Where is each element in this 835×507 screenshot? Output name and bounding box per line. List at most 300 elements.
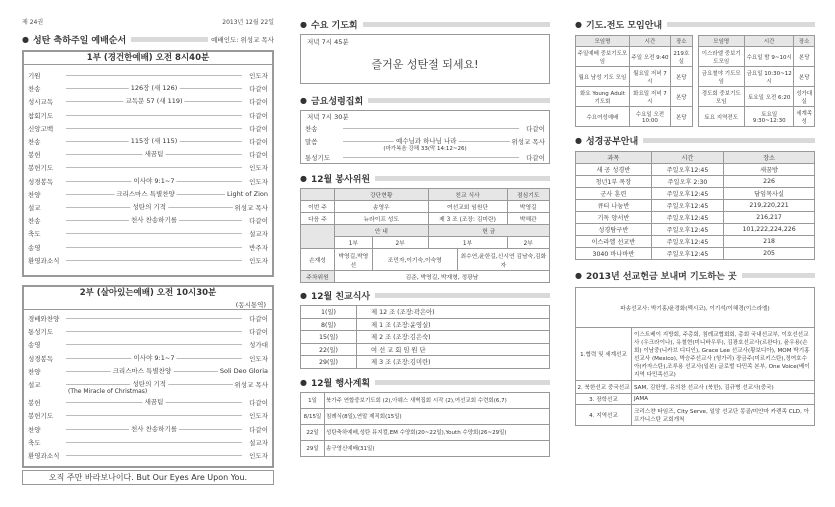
service-cell: 1부	[335, 237, 373, 249]
order-detail: 새꿈팀	[144, 150, 164, 159]
sermon-english: (The Miracle of Christmas)	[68, 388, 148, 396]
prayer-cell: 본당	[794, 47, 815, 67]
order-row	[24, 175, 272, 188]
order-item: 성경봉독	[28, 354, 54, 363]
order-row	[24, 436, 272, 449]
order-leader: 다같이	[249, 328, 268, 337]
service-cell: 2부	[372, 237, 428, 249]
order-detail: 교독문 57 (새 119)	[125, 97, 183, 106]
order-row	[24, 82, 272, 95]
fri-list	[301, 122, 549, 164]
order-row	[24, 122, 272, 135]
order-row	[24, 188, 272, 201]
order-detail-line	[66, 415, 242, 416]
service-header-prayer: 점심기도	[507, 189, 549, 201]
prayer-cell: 본당	[671, 107, 692, 127]
order-row	[24, 135, 272, 148]
order-row	[24, 227, 272, 240]
order-leader: 인도자	[249, 72, 268, 81]
bible-cell: 218	[724, 236, 815, 248]
wed-box	[300, 34, 550, 84]
meal-date: 15(일)	[301, 331, 357, 344]
service-heading	[300, 172, 550, 185]
mission-category: 1.협력 및 세계선교	[576, 328, 632, 381]
wed-time: 저녁 7시 45분	[307, 38, 349, 46]
fri-reference: (마가복음 강해 33(막 14:12~26)	[383, 146, 467, 152]
service-cell: 주차위원	[301, 271, 335, 283]
order-leader: 다같이	[249, 151, 268, 160]
order-leader: 다같이	[249, 111, 268, 120]
bible-cell: 성경탐구반	[576, 224, 652, 236]
order-item: 찬송	[28, 217, 41, 226]
order-detail-line	[66, 380, 233, 389]
meal-group: 제 3 조 (조장:김미란)	[357, 356, 550, 369]
bible-cell: 새꿈방	[724, 164, 815, 176]
service-header-usher: 안 내	[335, 225, 429, 237]
order-leader: 설교자	[249, 438, 268, 447]
order-detail-line	[66, 75, 242, 76]
order-item: 봉헌기도	[28, 164, 54, 173]
bible-cell: 주일오후12:45	[651, 212, 723, 224]
order-row	[24, 148, 272, 161]
mission-missionaries: 파송선교사: 박기홍/윤경화(멕시코), 이기석/이혜경(이스라엘)	[576, 288, 815, 328]
order-detail: 126장 (새 126)	[130, 84, 178, 93]
order-row	[24, 240, 272, 253]
event-date: 1일	[301, 392, 325, 408]
heading-bar	[375, 380, 550, 385]
mission-detail: 크리스챤 타임즈, City Serve, 일앙 선교단 몽골/미얀마 카렌족 CLD, 아프가니스탄 교회개척	[632, 405, 815, 426]
fri-leader: 다같이	[526, 154, 545, 162]
prayer-cell: 수요일 오전 10:00	[629, 107, 670, 127]
meal-group: 제 2 조 (조장:김은숙)	[357, 331, 550, 344]
order-item: 환영과소식	[28, 451, 60, 460]
order-row	[24, 352, 272, 365]
service-cell	[301, 225, 335, 249]
order-row	[24, 254, 272, 267]
order-item: 통성기도	[28, 328, 54, 337]
prayer-header: 모임명	[576, 36, 630, 47]
order-leader: Light of Zion	[227, 190, 268, 199]
fri-line	[343, 128, 519, 129]
footer-motto: 오직 주만 바라보나이다. But Our Eyes Are Upon You.	[22, 470, 274, 485]
order-item: 봉헌	[28, 151, 41, 160]
order-detail: 천사 찬송하기를	[130, 216, 178, 225]
service-cell: 1부	[428, 237, 507, 249]
order-detail-line	[66, 203, 233, 212]
order-detail: 이사야 9:1~7	[133, 353, 175, 362]
order-leader: 다같이	[249, 399, 268, 408]
bible-cell: 청년1부 목장	[576, 176, 652, 188]
order-detail-line	[66, 398, 242, 407]
fri-line	[343, 137, 510, 146]
bible-cell: 이스라엘 선교반	[576, 236, 652, 248]
prayer-header: 장소	[794, 36, 815, 47]
service-header-blank	[301, 189, 335, 201]
order-item: 송영	[28, 243, 41, 252]
prayer-cell: 이스라엘 중보기도모임	[698, 47, 744, 67]
service-table	[300, 188, 550, 283]
order-leader: 다같이	[249, 217, 268, 226]
service2-title: 2부 (살아있는예배) 오전 10시30분	[79, 288, 217, 298]
prayer-cell: 주일 오전 9:40	[629, 47, 670, 67]
events-title: 12월 행사계획	[310, 378, 371, 389]
fri-item: 말씀	[305, 138, 318, 146]
mission-detail: SAM, 김한영, 유의찬 선교사 (북한), 김규병 선교사(중국)	[632, 381, 815, 394]
bible-cell: 기독 양서반	[576, 212, 652, 224]
bible-header: 과목	[576, 152, 652, 164]
service-cell: 이번 주	[301, 201, 335, 213]
fri-line	[343, 157, 519, 158]
order-item: 신앙고백	[28, 124, 54, 133]
order-heading	[22, 33, 274, 46]
service-cell: 제 3 조 (조장: 김미란)	[428, 213, 507, 225]
order-leader: 성가대	[249, 341, 268, 350]
order-leader: 다같이	[249, 85, 268, 94]
order-leader: 다같이	[249, 138, 268, 147]
bible-cell: 군사 훈련	[576, 188, 652, 200]
bible-cell: 226	[724, 176, 815, 188]
meal-date: 22(일)	[301, 343, 357, 356]
service-cell: 다음 주	[301, 213, 335, 225]
heading-bar	[375, 176, 550, 181]
issue-number: 제 24권	[22, 19, 44, 26]
order-leader: 인도자	[249, 412, 268, 421]
bible-cell: 216,217	[724, 212, 815, 224]
prayer-cell: 토요 지역전도	[698, 107, 744, 127]
prayer-header: 모임명	[698, 36, 744, 47]
fri-heading	[300, 94, 550, 107]
order-detail-line	[66, 84, 242, 93]
order-leader: 인도자	[249, 164, 268, 173]
wed-title: 수요 기도회	[310, 21, 358, 31]
prayer-cell: 화요 Young Adult 기도회	[576, 87, 630, 107]
order-row	[24, 201, 272, 214]
order-item: 성경봉독	[28, 177, 54, 186]
service-cell: 송영우	[335, 201, 429, 213]
bullet-icon: ●	[300, 96, 307, 105]
fri-title: 금요성령집회	[310, 97, 364, 107]
prayer-cell: 본당	[794, 67, 815, 87]
bible-header: 시간	[651, 152, 723, 164]
events-table	[300, 392, 550, 457]
prayer-cell: 수요일 밤 9~10시	[744, 47, 793, 67]
bible-cell: 주일오후12:45	[651, 188, 723, 200]
event-date: 8/15일	[301, 408, 325, 424]
bullet-icon: ●	[575, 136, 582, 145]
order-detail-line	[66, 366, 218, 375]
order-leader: Soli Deo Gloria	[219, 367, 268, 376]
order-leader: 다같이	[249, 98, 268, 107]
bullet-icon: ●	[575, 271, 582, 280]
service-header-offering: 헌 금	[428, 225, 549, 237]
order-leader: 설교자	[249, 230, 268, 239]
bullet-icon: ●	[300, 291, 307, 300]
bible-cell: 주일오후12:45	[651, 236, 723, 248]
order-leader: 인도자	[249, 354, 268, 363]
order-row	[24, 312, 272, 325]
service-header-pulpit: 강단현황	[335, 189, 429, 201]
prayer-tables	[575, 35, 815, 127]
bible-header: 장소	[724, 152, 815, 164]
prayer-cell: 토요일 9:30~12:30	[744, 107, 793, 127]
order-item: 봉헌기도	[28, 412, 54, 421]
heading-bar	[742, 273, 815, 278]
order-item: 경배와찬양	[28, 315, 60, 324]
order-item: 성시교독	[28, 98, 54, 107]
order-row	[24, 325, 272, 338]
meal-group: 제 1 조 (조장:윤영실)	[357, 318, 550, 331]
order-row	[24, 161, 272, 174]
mission-category: 2. 북한선교 중국선교	[576, 381, 632, 394]
prayer-cell: 토요일 오전 6:20	[744, 87, 793, 107]
meal-heading	[300, 289, 550, 302]
wed-heading	[300, 18, 550, 31]
service-cell: 박해관	[507, 213, 549, 225]
order-detail-line	[66, 344, 242, 345]
order-detail-line	[66, 176, 242, 185]
prayer-cell: 경도회 중보기도모임	[698, 87, 744, 107]
event-detail: 북가주 연합중보기도회 (2),아웨스 새벽집회 시작 (2),여선교회 수련회(6,7)	[325, 392, 550, 408]
column-info	[575, 0, 815, 507]
mission-detail: JAMA	[632, 394, 815, 405]
mission-table	[575, 287, 815, 426]
order-detail: 이사야 9:1~7	[133, 176, 175, 185]
order-leader: 위성교 목사	[234, 381, 268, 390]
event-detail: 침례식(8일),연말 제직회(15일)	[325, 408, 550, 424]
meal-group: 여 선 교 회 임 원 단	[357, 343, 550, 356]
order-item: 찬송	[28, 85, 41, 94]
service-cell: 여선교회 임원단	[428, 201, 507, 213]
bible-title: 성경공부안내	[585, 137, 639, 147]
bullet-icon: ●	[22, 35, 29, 44]
mission-title: 2013년 선교헌금 보내며 기도하는 곳	[585, 272, 737, 282]
prayer-cell: 화요일 저녁 7시	[629, 87, 670, 107]
prayer-table-right	[698, 35, 816, 127]
order-leader: 다같이	[249, 315, 268, 324]
prayer-header: 시간	[744, 36, 793, 47]
service-cell: 조민자,이기숙,이숙영	[372, 249, 457, 271]
event-detail: 송구영신예배(31일)	[325, 440, 550, 456]
order-item: 설교	[28, 381, 41, 390]
event-date: 22일	[301, 424, 325, 440]
service1-title: 1부 (경건한예배) 오전 8시40분	[24, 52, 272, 65]
service-cell: 김준, 박영길, 박재형, 정광남	[335, 271, 550, 283]
meal-group: 제 12 조 (조장:곽은아)	[357, 306, 550, 319]
issue-date: 2013년 12월 22일	[222, 19, 274, 26]
bible-table	[575, 151, 815, 260]
prayer-header: 장소	[671, 36, 692, 47]
prayer-header: 시간	[629, 36, 670, 47]
service1-box	[22, 50, 274, 277]
meal-date: 1(일)	[301, 306, 357, 319]
bible-cell: 주일오후12:45	[651, 200, 723, 212]
bible-cell: 새 공 성경반	[576, 164, 652, 176]
order-title: 성탄 축하주일 예배순서	[32, 36, 127, 46]
prayer-title: 기도.전도 모임안내	[585, 21, 663, 31]
bible-cell: 219,220,221	[724, 200, 815, 212]
bullet-icon: ●	[575, 20, 582, 29]
order-detail-line	[66, 128, 242, 129]
order-row	[24, 69, 272, 82]
page-header	[22, 17, 274, 27]
order-detail-line	[66, 247, 242, 248]
prayer-table-left	[575, 35, 693, 127]
order-detail: 115장 (새 115)	[130, 137, 178, 146]
prayer-cell: 성가대실	[794, 87, 815, 107]
prayer-cell: 주일예배 중보기도모임	[576, 47, 630, 67]
order-leader: 다같이	[249, 124, 268, 133]
prayer-cell: 세계족성	[794, 107, 815, 127]
prayer-cell: 본당	[671, 67, 692, 87]
prayer-cell: 본당	[671, 87, 692, 107]
order-detail-line	[66, 216, 242, 225]
bible-heading	[575, 134, 815, 147]
fri-leader: 위성교 목사	[511, 138, 545, 146]
heading-bar	[667, 22, 815, 27]
order-row	[24, 109, 272, 122]
meal-table	[300, 305, 550, 369]
service-cell: 박영길	[507, 201, 549, 213]
events-heading	[300, 376, 550, 389]
bible-cell: 담임목사실	[724, 188, 815, 200]
prayer-cell: 수요여성예배	[576, 107, 630, 127]
mission-heading	[575, 269, 815, 282]
order-detail-line	[66, 137, 242, 146]
bible-cell: 주일오후 2:30	[651, 176, 723, 188]
order-item: 참회기도	[28, 111, 54, 120]
meal-date: 8(일)	[301, 318, 357, 331]
order-item: 찬양	[28, 367, 41, 376]
prayer-cell: 금요철야 기도모임	[698, 67, 744, 87]
order-leader: 인도자	[249, 451, 268, 460]
service-cell: 뉴라이프 성도	[335, 213, 429, 225]
order-row	[24, 409, 272, 422]
order-item: 축도	[28, 230, 41, 239]
order-detail-line	[66, 318, 242, 319]
heading-bar	[643, 138, 815, 143]
fri-row	[301, 122, 549, 135]
mission-category: 4. 지역선교	[576, 405, 632, 426]
order-item: 축도	[28, 438, 41, 447]
order-leader: 다같이	[249, 425, 268, 434]
service2-box	[22, 285, 274, 468]
service-title: 12월 봉사위원	[310, 175, 371, 185]
service1-list	[24, 65, 272, 267]
order-row	[24, 338, 272, 351]
bullet-icon: ●	[300, 174, 307, 183]
order-detail-line	[66, 97, 242, 106]
order-detail: 크리스마스 특별찬양	[116, 189, 175, 198]
order-detail-line	[66, 442, 242, 443]
prayer-cell: 219호실	[671, 47, 692, 67]
order-detail-line	[66, 115, 242, 116]
mission-category: 3. 장학선교	[576, 394, 632, 405]
event-detail: 성탄축하예배,성탄 뮤지컬,EM 수양회(20~22일),Youth 수양회(26~29일)	[325, 424, 550, 440]
order-leader: 반주자	[249, 243, 268, 252]
bible-cell: 101,222,224,226	[724, 224, 815, 236]
order-item: 송영	[28, 341, 41, 350]
service-cell: 박영길,박영선	[335, 249, 373, 271]
order-item: 설교	[28, 203, 41, 212]
fri-item: 찬송	[305, 125, 318, 133]
order-detail-line	[66, 150, 242, 159]
order-detail-line	[66, 353, 242, 362]
order-leader: 인도자	[249, 256, 268, 265]
fri-detail: 예수님과 하나님 나라	[395, 137, 457, 146]
meal-title: 12월 친교식사	[310, 292, 371, 302]
bible-cell: 주일오후12:45	[651, 164, 723, 176]
order-row	[24, 214, 272, 227]
order-detail-line	[66, 189, 225, 198]
order-item: 봉헌	[28, 399, 41, 408]
service-cell: 손재성	[301, 249, 335, 271]
service-header-meal: 친교 식사	[428, 189, 507, 201]
order-detail-line	[66, 424, 242, 433]
order-leader: 인도자	[249, 177, 268, 186]
bullet-icon: ●	[300, 20, 307, 29]
mission-detail: 이스트베이 지방회, 주총회, 침례교협회회, 총회 국내선교부, 이호선선교사 (우크라이나), 유철현(미니바우루), 김광호선교사(르완다), 윤우용(손회) 이남중(니카브 디디인), Grace Lee 선교사(황보디아), MOM 박기홍선교사 (Mexico), 박승주선교사 (헝가리) 장금주(미르키스탄),정여호수아(카자스탄),조루용 선교사(일본) 글로벌 다민족 본부, One Voice(베이지역 다민족선교)	[632, 328, 815, 381]
bible-cell: 주일오후12:45	[651, 248, 723, 260]
fri-item: 통성기도	[305, 154, 331, 162]
bible-cell: 205	[724, 248, 815, 260]
heading-bar	[368, 98, 550, 103]
order-preacher: 예배인도: 위성교 목사	[211, 36, 274, 44]
order-item: 찬양	[28, 190, 41, 199]
prayer-cell: 월요일 저녁 7시	[629, 67, 670, 87]
column-order	[22, 0, 274, 507]
order-detail: 성탄의 기적	[132, 380, 166, 389]
order-detail: 새꿈팀	[144, 398, 164, 407]
order-row	[24, 396, 272, 409]
meal-date: 29(일)	[301, 356, 357, 369]
bible-cell: 3040 바나바반	[576, 248, 652, 260]
order-detail: 천사 찬송하기를	[130, 424, 178, 433]
prayer-heading	[575, 18, 815, 31]
order-item: 기원	[28, 72, 41, 81]
column-meetings	[300, 0, 550, 507]
order-leader: 위성교 목사	[234, 203, 268, 212]
bullet-icon: ●	[300, 377, 307, 387]
heading-bar	[363, 22, 550, 27]
service2-interpretation: (동시통역)	[24, 300, 272, 310]
event-date: 29일	[301, 440, 325, 456]
fri-time: 저녁 7시 30분	[307, 113, 349, 121]
order-detail: 성탄의 기적	[132, 203, 166, 212]
service2-list	[24, 310, 272, 462]
wed-message: 즐거운 성탄절 되세요!	[371, 58, 479, 71]
order-row	[24, 95, 272, 108]
prayer-cell: 금요일 10:30~12시	[744, 67, 793, 87]
fri-box	[300, 110, 550, 164]
heading-bar	[375, 293, 550, 298]
order-row	[24, 449, 272, 462]
fri-row	[301, 151, 549, 164]
bible-cell: 큐티 나눔반	[576, 200, 652, 212]
order-row	[24, 365, 272, 378]
order-item: 찬송	[28, 138, 41, 147]
order-detail-line	[66, 167, 242, 168]
order-row	[24, 423, 272, 436]
order-detail-line	[66, 233, 242, 234]
order-detail-line	[66, 260, 242, 261]
bible-cell: 주일오후12:45	[651, 224, 723, 236]
fri-leader: 다같이	[526, 125, 545, 133]
order-detail-line	[66, 331, 242, 332]
service-cell: 최수연,윤한길,신시연 김남숙,김화자	[457, 249, 549, 271]
order-item: 찬양	[28, 425, 41, 434]
heading-bar	[131, 37, 208, 42]
order-detail: 크리스마스 특별찬양	[112, 366, 172, 375]
